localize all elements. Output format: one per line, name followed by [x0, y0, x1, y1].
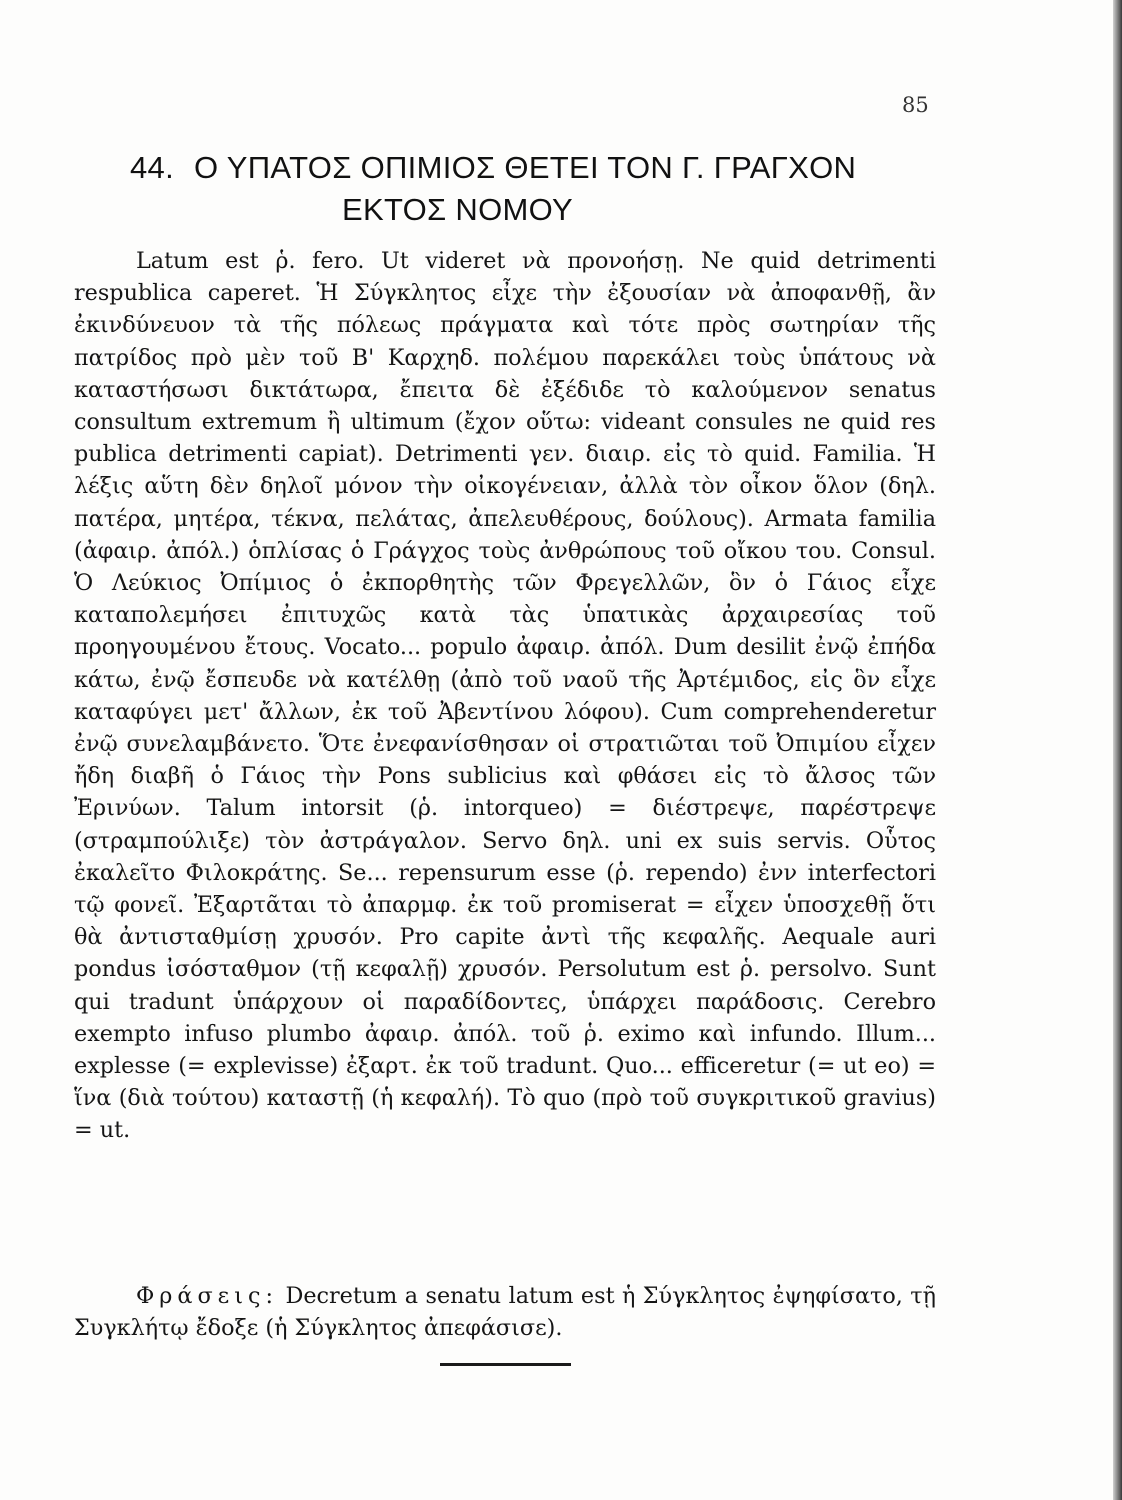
chapter-heading-line-1: [130, 147, 930, 189]
chapter-number: 44.: [130, 150, 174, 185]
phrases-paragraph: [74, 1280, 936, 1344]
page-number: 85: [902, 93, 929, 117]
chapter-title-line-1: Ο ΥΠΑΤΟΣ ΟΠΙΜΙΟΣ ΘΕΤΕΙ ΤΟΝ Γ. ΓΡΑΓΧΟΝ: [194, 150, 857, 185]
chapter-title-line-2: ΕΚΤΟΣ ΝΟΜΟΥ: [342, 192, 574, 227]
phrases-label: Φράσεις:: [136, 1283, 278, 1309]
section-end-rule: [440, 1363, 571, 1366]
book-spine-shadow: [1113, 0, 1122, 1500]
chapter-heading: [130, 147, 930, 231]
commentary-paragraph: Latum est ῥ. fero. Ut videret νὰ προνοήσῃ. Ne quid detrimenti respublica caperet. Ἡ Σύγκλητος εἶχε τὴν ἐξουσίαν νὰ ἀποφανθῇ, ἂν ἐκινδύνευον τὰ τῆς πόλεως πράγματα καὶ τότε πρὸς σωτηρίαν τῆς πατρίδος πρὸ μὲν τοῦ Β' Καρχηδ. πολέμου παρεκάλει τοὺς ὑπάτους νὰ καταστήσωσι δικτάτωρα, ἔπειτα δὲ ἐξέδιδε τὸ καλούμενον senatus consultum extremum ἢ ultimum (ἔχον οὕτω: videant consules ne quid res publica detrimenti capiat). Detrimenti γεν. διαιρ. εἰς τὸ quid. Familia. Ἡ λέξις αὕτη δὲν δηλοῖ μόνον τὴν οἰκογένειαν, ἀλλὰ τὸν οἶκον ὅλον (δηλ. πατέρα, μητέρα, τέκνα, πελάτας, ἀπελευθέρους, δούλους). Armata familia (ἀφαιρ. ἀπόλ.) ὁπλίσας ὁ Γράγχος τοὺς ἀνθρώπους τοῦ οἴκου του. Consul. Ὁ Λεύκιος Ὀπίμιος ὁ ἐκπορθητὴς τῶν Φρεγελλῶν, ὃν ὁ Γάιος εἶχε καταπολεμήσει ἐπιτυχῶς κατὰ τὰς ὑπατικὰς ἀρχαιρεσίας τοῦ προηγουμένου ἔτους. Vocato... populo ἀφαιρ. ἀπόλ. Dum desilit ἐνῷ ἐπήδα κάτω, ἐνῷ ἔσπευδε νὰ κατέλθῃ (ἀπὸ τοῦ ναοῦ τῆς Ἀρτέμιδος, εἰς ὃν εἶχε καταφύγει μετ' ἄλλων, ἐκ τοῦ Ἀβεντίνου λόφου). Cum comprehenderetur ἐνῷ συνελαμβάνετο. Ὅτε ἐνεφανίσθησαν οἱ στρατιῶται τοῦ Ὀπιμίου εἶχεν ἤδη διαβῆ ὁ Γάιος τὴν Pons sublicius καὶ φθάσει εἰς τὸ ἄλσος τῶν Ἐρινύων. Talum intorsit (ῥ. intorqueo) = διέστρεψε, παρέστρεψε (στραμπούλιξε) τὸν ἀστράγαλον. Servo δηλ. uni ex suis servis. Οὗτος ἐκαλεῖτο Φιλοκράτης. Se... repensurum esse (ῥ. rependo) ἐνν interfectori τῷ φονεῖ. Ἐξαρτᾶται τὸ ἀπαρμφ. ἐκ τοῦ promiserat = εἶχεν ὑποσχεθῇ ὅτι θὰ ἀντισταθμίσῃ χρυσόν. Pro capite ἀντὶ τῆς κεφαλῆς. Aequale auri pondus ἰσόσταθμον (τῇ κεφαλῇ) χρυσόν. Persolutum est ῥ. persolvo. Sunt qui tradunt ὑπάρχουν οἱ παραδίδοντες, ὑπάρχει παράδοσις. Cerebro exempto infuso plumbo ἀφαιρ. ἀπόλ. τοῦ ῥ. eximo καὶ infundo. Illum... explesse (= explevisse) ἐξαρτ. ἐκ τοῦ tradunt. Quo... efficeretur (= ut eo) = ἵνα (διὰ τούτου) καταστῇ (ἡ κεφαλή). Τὸ quo (πρὸ τοῦ συγκριτικοῦ gravius) = ut.: [74, 248, 936, 1144]
phrases-text: Decretum a senatu latum est ἡ Σύγκλητος ἐψηφίσατο, τῇ Συγκλήτῳ ἔδοξε (ἡ Σύγκλητος ἀπεφάσισε).: [74, 1283, 937, 1342]
